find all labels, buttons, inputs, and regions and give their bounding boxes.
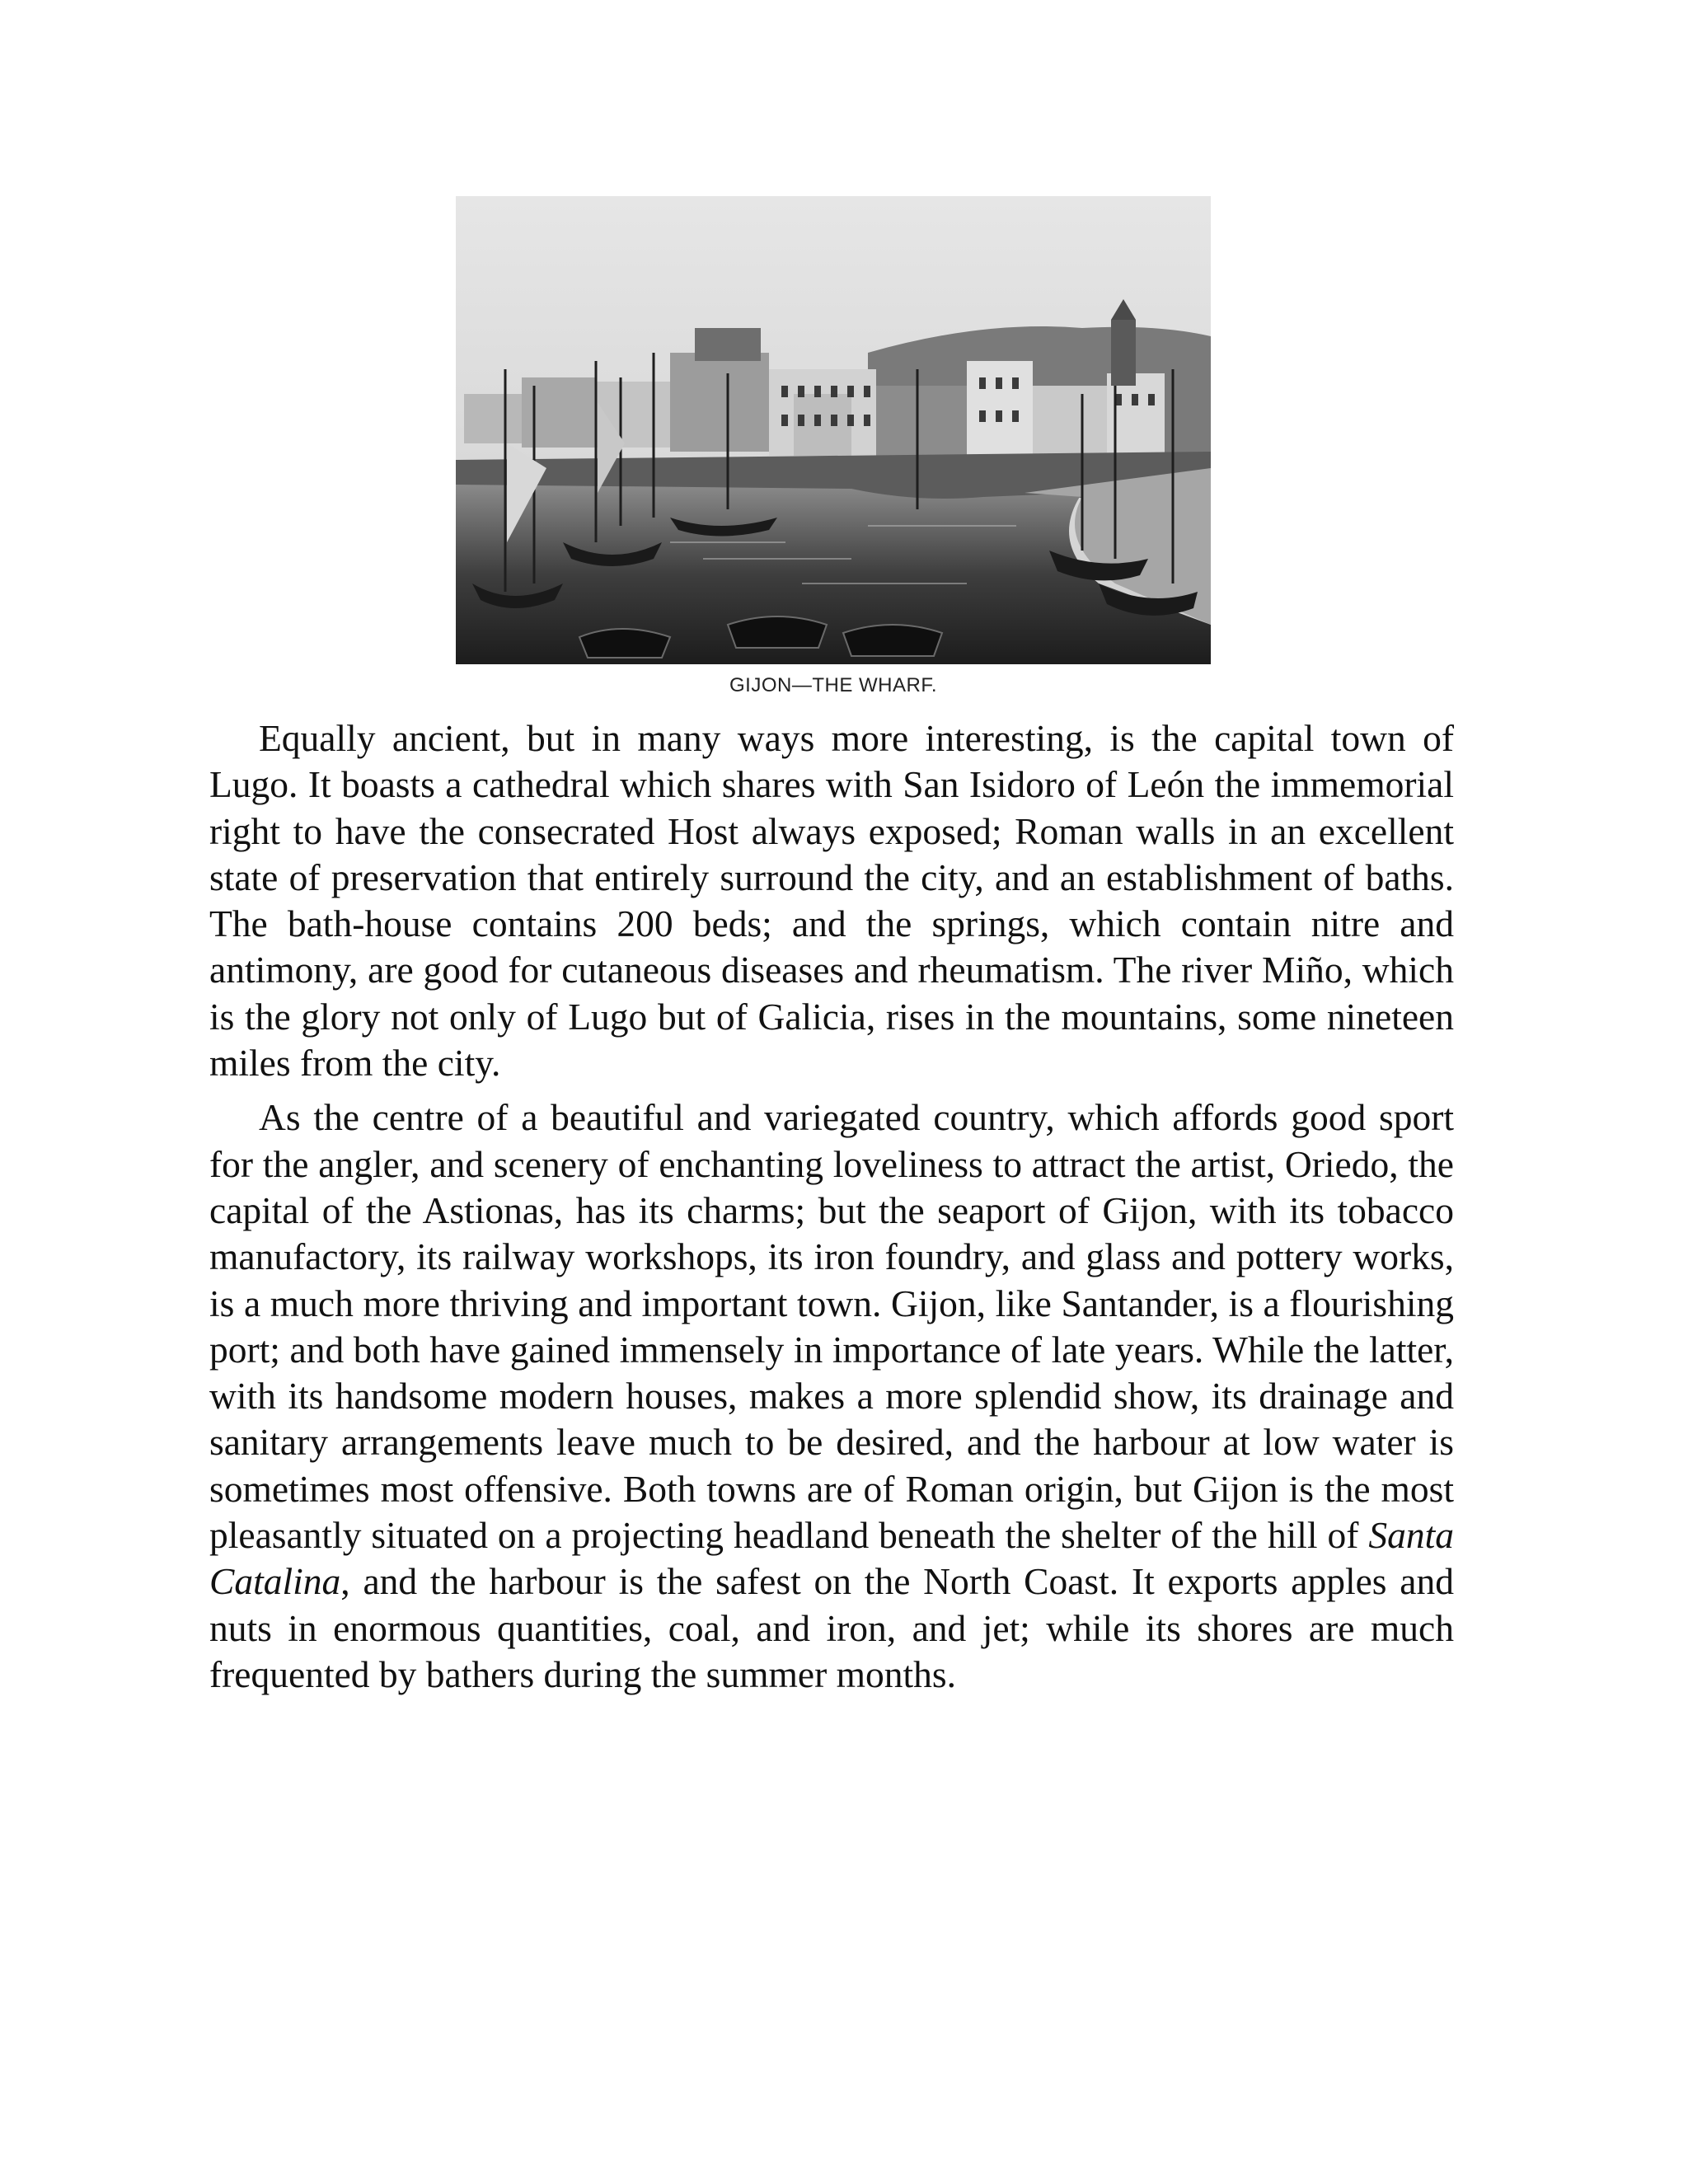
- paragraph-gijon-text-end: , and the harbour is the safest on the North Coast. It exports apples and nuts in enormous quantities, coal, and iron, and jet; while its shores are much frequented by bathers during the summer months.: [209, 1560, 1454, 1695]
- harbour-photograph-illustration: [456, 196, 1211, 664]
- figure-caption: GIJON—THE WHARF.: [729, 674, 937, 696]
- paragraph-gijon-text: As the centre of a beautiful and variegated country, which affords good sport for the angler, and scenery of enchanting loveliness to attract the artist, Oriedo, the capital of the Astionas, has its charms; but the seaport of Gijon, with its tobacco manufactory, its railway workshops, its iron foundry, and glass and pottery works, is a much more thriving and important town. Gijon, like Santander, is a flourishing port; and both have gained immensely in importance of late years. While the latter, with its handsome modern houses, makes a more splendid show, its drainage and sanitary arrangements leave much to be desired, and the harbour at low water is sometimes most offensive. Both towns are of Roman origin, but Gijon is the most pleasantly situated on a projecting headland beneath the shelter of the hill of: [209, 1096, 1454, 1557]
- harbour-photograph: [456, 196, 1211, 664]
- paragraph-gijon: [209, 1094, 1454, 1698]
- body-text: [209, 715, 1454, 1706]
- place-name-italic: Santa Catalina: [209, 1514, 1454, 1603]
- paragraph-lugo: Equally ancient, but in many ways more interesting, is the capital town of Lugo. It boasts a cathedral which shares with San Isidoro of León the immemorial right to have the consecrated Host always exposed; Roman walls in an excellent state of preservation that entirely surround the city, and an establishment of baths. The bath-house contains 200 beds; and the springs, which contain nitre and antimony, are good for cutaneous diseases and rheumatism. The river Miño, which is the glory not only of Lugo but of Galicia, rises in the mountains, some nineteen miles from the city.: [209, 717, 1454, 1085]
